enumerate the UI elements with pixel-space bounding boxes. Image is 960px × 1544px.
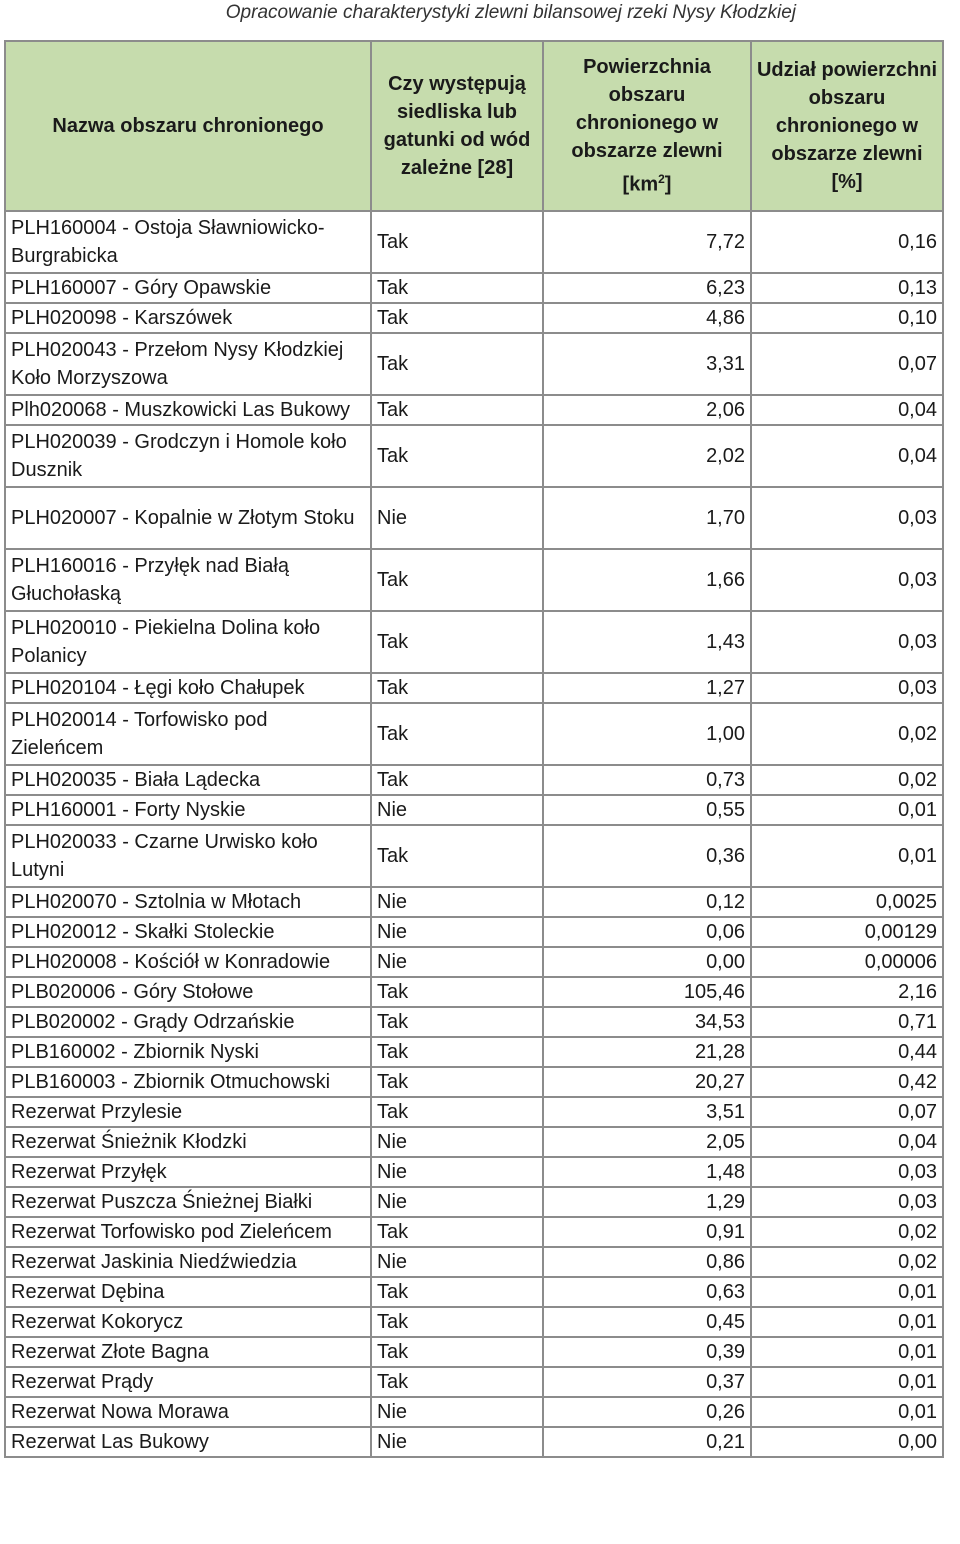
- table-row: [5, 1367, 943, 1397]
- cell-area: 0,37: [543, 1367, 751, 1397]
- cell-dependent: Tak: [371, 425, 543, 487]
- table-row: [5, 703, 943, 765]
- cell-name: PLH160001 - Forty Nyskie: [5, 795, 371, 825]
- cell-area: 1,48: [543, 1157, 751, 1187]
- cell-dependent: Tak: [371, 303, 543, 333]
- cell-area: 2,06: [543, 395, 751, 425]
- cell-share: 0,02: [751, 703, 943, 765]
- cell-dependent: Tak: [371, 703, 543, 765]
- header-area-text: Powierzchnia obszaru chronionego w obszarze zlewni [km: [571, 56, 723, 196]
- table-row: [5, 1127, 943, 1157]
- table-row: [5, 1037, 943, 1067]
- cell-dependent: Nie: [371, 1187, 543, 1217]
- cell-share: 0,00: [751, 1427, 943, 1457]
- cell-area: 0,55: [543, 795, 751, 825]
- cell-name: Rezerwat Złote Bagna: [5, 1337, 371, 1367]
- cell-share: 0,10: [751, 303, 943, 333]
- cell-dependent: Tak: [371, 1217, 543, 1247]
- cell-area: 1,29: [543, 1187, 751, 1217]
- cell-name: Plh020068 - Muszkowicki Las Bukowy: [5, 395, 371, 425]
- table-row: [5, 1097, 943, 1127]
- table-row: [5, 1067, 943, 1097]
- cell-dependent: Tak: [371, 1067, 543, 1097]
- cell-share: 0,00129: [751, 917, 943, 947]
- cell-area: 0,36: [543, 825, 751, 887]
- cell-dependent: Tak: [371, 765, 543, 795]
- table-row: [5, 425, 943, 487]
- table-row: [5, 1217, 943, 1247]
- cell-area: 0,45: [543, 1307, 751, 1337]
- table-row: [5, 887, 943, 917]
- cell-share: 0,03: [751, 487, 943, 549]
- cell-name: PLH020007 - Kopalnie w Złotym Stoku: [5, 487, 371, 549]
- cell-dependent: Tak: [371, 611, 543, 673]
- cell-share: 0,01: [751, 1367, 943, 1397]
- cell-share: 0,04: [751, 425, 943, 487]
- document-header: [0, 0, 960, 32]
- cell-share: 0,01: [751, 795, 943, 825]
- header-share: Udział powierzchni obszaru chronionego w obszarze zlewni [%]: [751, 41, 943, 211]
- cell-name: PLH020043 - Przełom Nysy Kłodzkiej Koło Morzyszowa: [5, 333, 371, 395]
- cell-share: 0,0025: [751, 887, 943, 917]
- cell-name: Rezerwat Kokorycz: [5, 1307, 371, 1337]
- cell-dependent: Nie: [371, 1157, 543, 1187]
- cell-dependent: Nie: [371, 795, 543, 825]
- cell-name: Rezerwat Jaskinia Niedźwiedzia: [5, 1247, 371, 1277]
- cell-name: PLB020002 - Grądy Odrzańskie: [5, 1007, 371, 1037]
- header-area: [543, 41, 751, 211]
- table-row: [5, 947, 943, 977]
- cell-share: 0,03: [751, 1187, 943, 1217]
- cell-share: 0,44: [751, 1037, 943, 1067]
- cell-area: 0,63: [543, 1277, 751, 1307]
- cell-name: PLH020010 - Piekielna Dolina koło Polanicy: [5, 611, 371, 673]
- cell-dependent: Tak: [371, 1097, 543, 1127]
- cell-name: Rezerwat Puszcza Śnieżnej Białki: [5, 1187, 371, 1217]
- table-row: [5, 1007, 943, 1037]
- table-row: [5, 825, 943, 887]
- cell-area: 21,28: [543, 1037, 751, 1067]
- cell-area: 1,70: [543, 487, 751, 549]
- cell-share: 0,42: [751, 1067, 943, 1097]
- cell-share: 0,71: [751, 1007, 943, 1037]
- cell-area: 1,43: [543, 611, 751, 673]
- table-row: [5, 303, 943, 333]
- table-row: [5, 1157, 943, 1187]
- cell-name: PLH020070 - Sztolnia w Młotach: [5, 887, 371, 917]
- cell-share: 0,04: [751, 395, 943, 425]
- cell-dependent: Tak: [371, 1277, 543, 1307]
- document-title: Opracowanie charakterystyki zlewni bilansowej rzeki Nysy Kłodzkiej: [225, 2, 796, 23]
- cell-area: 2,02: [543, 425, 751, 487]
- table-header-row: [5, 41, 943, 211]
- table-row: [5, 273, 943, 303]
- cell-dependent: Nie: [371, 887, 543, 917]
- cell-name: Rezerwat Prądy: [5, 1367, 371, 1397]
- cell-area: 4,86: [543, 303, 751, 333]
- cell-share: 0,00006: [751, 947, 943, 977]
- cell-area: 7,72: [543, 211, 751, 273]
- cell-dependent: Nie: [371, 1247, 543, 1277]
- cell-area: 1,27: [543, 673, 751, 703]
- table-row: [5, 1247, 943, 1277]
- cell-share: 0,07: [751, 1097, 943, 1127]
- cell-dependent: Nie: [371, 1427, 543, 1457]
- cell-area: 0,39: [543, 1337, 751, 1367]
- cell-dependent: Tak: [371, 825, 543, 887]
- cell-name: PLB020006 - Góry Stołowe: [5, 977, 371, 1007]
- cell-area: 0,73: [543, 765, 751, 795]
- cell-area: 0,06: [543, 917, 751, 947]
- table-body: [5, 211, 943, 1457]
- cell-share: 0,02: [751, 765, 943, 795]
- header-name: Nazwa obszaru chronionego: [5, 41, 371, 211]
- cell-dependent: Tak: [371, 977, 543, 1007]
- cell-name: Rezerwat Przylesie: [5, 1097, 371, 1127]
- cell-area: 6,23: [543, 273, 751, 303]
- cell-share: 0,04: [751, 1127, 943, 1157]
- cell-share: 0,01: [751, 1397, 943, 1427]
- cell-area: 0,91: [543, 1217, 751, 1247]
- cell-name: PLB160002 - Zbiornik Nyski: [5, 1037, 371, 1067]
- cell-dependent: Nie: [371, 1397, 543, 1427]
- cell-name: Rezerwat Las Bukowy: [5, 1427, 371, 1457]
- table-row: [5, 765, 943, 795]
- cell-share: 0,03: [751, 549, 943, 611]
- cell-dependent: Tak: [371, 211, 543, 273]
- cell-area: 20,27: [543, 1067, 751, 1097]
- cell-name: PLH020039 - Grodczyn i Homole koło Dusznik: [5, 425, 371, 487]
- cell-share: 0,03: [751, 673, 943, 703]
- cell-share: 0,13: [751, 273, 943, 303]
- cell-name: Rezerwat Dębina: [5, 1277, 371, 1307]
- cell-area: 3,51: [543, 1097, 751, 1127]
- cell-dependent: Tak: [371, 1367, 543, 1397]
- cell-dependent: Nie: [371, 947, 543, 977]
- cell-dependent: Tak: [371, 1307, 543, 1337]
- table-row: [5, 1187, 943, 1217]
- cell-area: 0,21: [543, 1427, 751, 1457]
- cell-name: PLH160007 - Góry Opawskie: [5, 273, 371, 303]
- cell-name: PLH020008 - Kościół w Konradowie: [5, 947, 371, 977]
- cell-area: 1,00: [543, 703, 751, 765]
- cell-name: PLH160016 - Przyłęk nad Białą Głuchołaską: [5, 549, 371, 611]
- table-row: [5, 395, 943, 425]
- cell-share: 0,16: [751, 211, 943, 273]
- cell-share: 0,01: [751, 1337, 943, 1367]
- table-row: [5, 673, 943, 703]
- cell-share: 2,16: [751, 977, 943, 1007]
- table-row: [5, 549, 943, 611]
- cell-dependent: Nie: [371, 917, 543, 947]
- table-row: [5, 917, 943, 947]
- cell-name: Rezerwat Przyłęk: [5, 1157, 371, 1187]
- header-area-sup: 2: [658, 172, 665, 187]
- cell-dependent: Tak: [371, 395, 543, 425]
- cell-share: 0,01: [751, 1277, 943, 1307]
- table-row: [5, 795, 943, 825]
- cell-dependent: Tak: [371, 1337, 543, 1367]
- table-row: [5, 211, 943, 273]
- cell-share: 0,03: [751, 611, 943, 673]
- cell-name: PLH160004 - Ostoja Sławniowicko-Burgrabicka: [5, 211, 371, 273]
- table-row: [5, 1337, 943, 1367]
- table-row: [5, 1397, 943, 1427]
- header-dependent: Czy występują siedliska lub gatunki od wód zależne [28]: [371, 41, 543, 211]
- cell-share: 0,02: [751, 1247, 943, 1277]
- cell-share: 0,07: [751, 333, 943, 395]
- cell-dependent: Nie: [371, 487, 543, 549]
- cell-dependent: Tak: [371, 673, 543, 703]
- cell-area: 105,46: [543, 977, 751, 1007]
- cell-name: Rezerwat Torfowisko pod Zieleńcem: [5, 1217, 371, 1247]
- cell-area: 0,86: [543, 1247, 751, 1277]
- cell-name: Rezerwat Nowa Morawa: [5, 1397, 371, 1427]
- table-row: [5, 1427, 943, 1457]
- cell-name: PLH020104 - Łęgi koło Chałupek: [5, 673, 371, 703]
- cell-share: 0,03: [751, 1157, 943, 1187]
- cell-dependent: Tak: [371, 1037, 543, 1067]
- header-area-close: ]: [664, 173, 672, 196]
- table-row: [5, 487, 943, 549]
- cell-share: 0,01: [751, 825, 943, 887]
- cell-dependent: Tak: [371, 549, 543, 611]
- cell-name: Rezerwat Śnieżnik Kłodzki: [5, 1127, 371, 1157]
- table-row: [5, 977, 943, 1007]
- cell-dependent: Nie: [371, 1127, 543, 1157]
- protected-areas-table: [4, 40, 944, 1458]
- cell-area: 0,00: [543, 947, 751, 977]
- cell-name: PLH020012 - Skałki Stoleckie: [5, 917, 371, 947]
- cell-dependent: Tak: [371, 333, 543, 395]
- cell-area: 2,05: [543, 1127, 751, 1157]
- cell-name: PLH020098 - Karszówek: [5, 303, 371, 333]
- cell-dependent: Tak: [371, 1007, 543, 1037]
- cell-name: PLH020033 - Czarne Urwisko koło Lutyni: [5, 825, 371, 887]
- table-row: [5, 1277, 943, 1307]
- cell-area: 0,12: [543, 887, 751, 917]
- table-row: [5, 333, 943, 395]
- table-row: [5, 1307, 943, 1337]
- cell-name: PLH020014 - Torfowisko pod Zieleńcem: [5, 703, 371, 765]
- cell-area: 0,26: [543, 1397, 751, 1427]
- cell-area: 1,66: [543, 549, 751, 611]
- cell-dependent: Tak: [371, 273, 543, 303]
- cell-area: 34,53: [543, 1007, 751, 1037]
- cell-area: 3,31: [543, 333, 751, 395]
- cell-name: PLH020035 - Biała Lądecka: [5, 765, 371, 795]
- table-row: [5, 611, 943, 673]
- cell-name: PLB160003 - Zbiornik Otmuchowski: [5, 1067, 371, 1097]
- cell-share: 0,01: [751, 1307, 943, 1337]
- cell-share: 0,02: [751, 1217, 943, 1247]
